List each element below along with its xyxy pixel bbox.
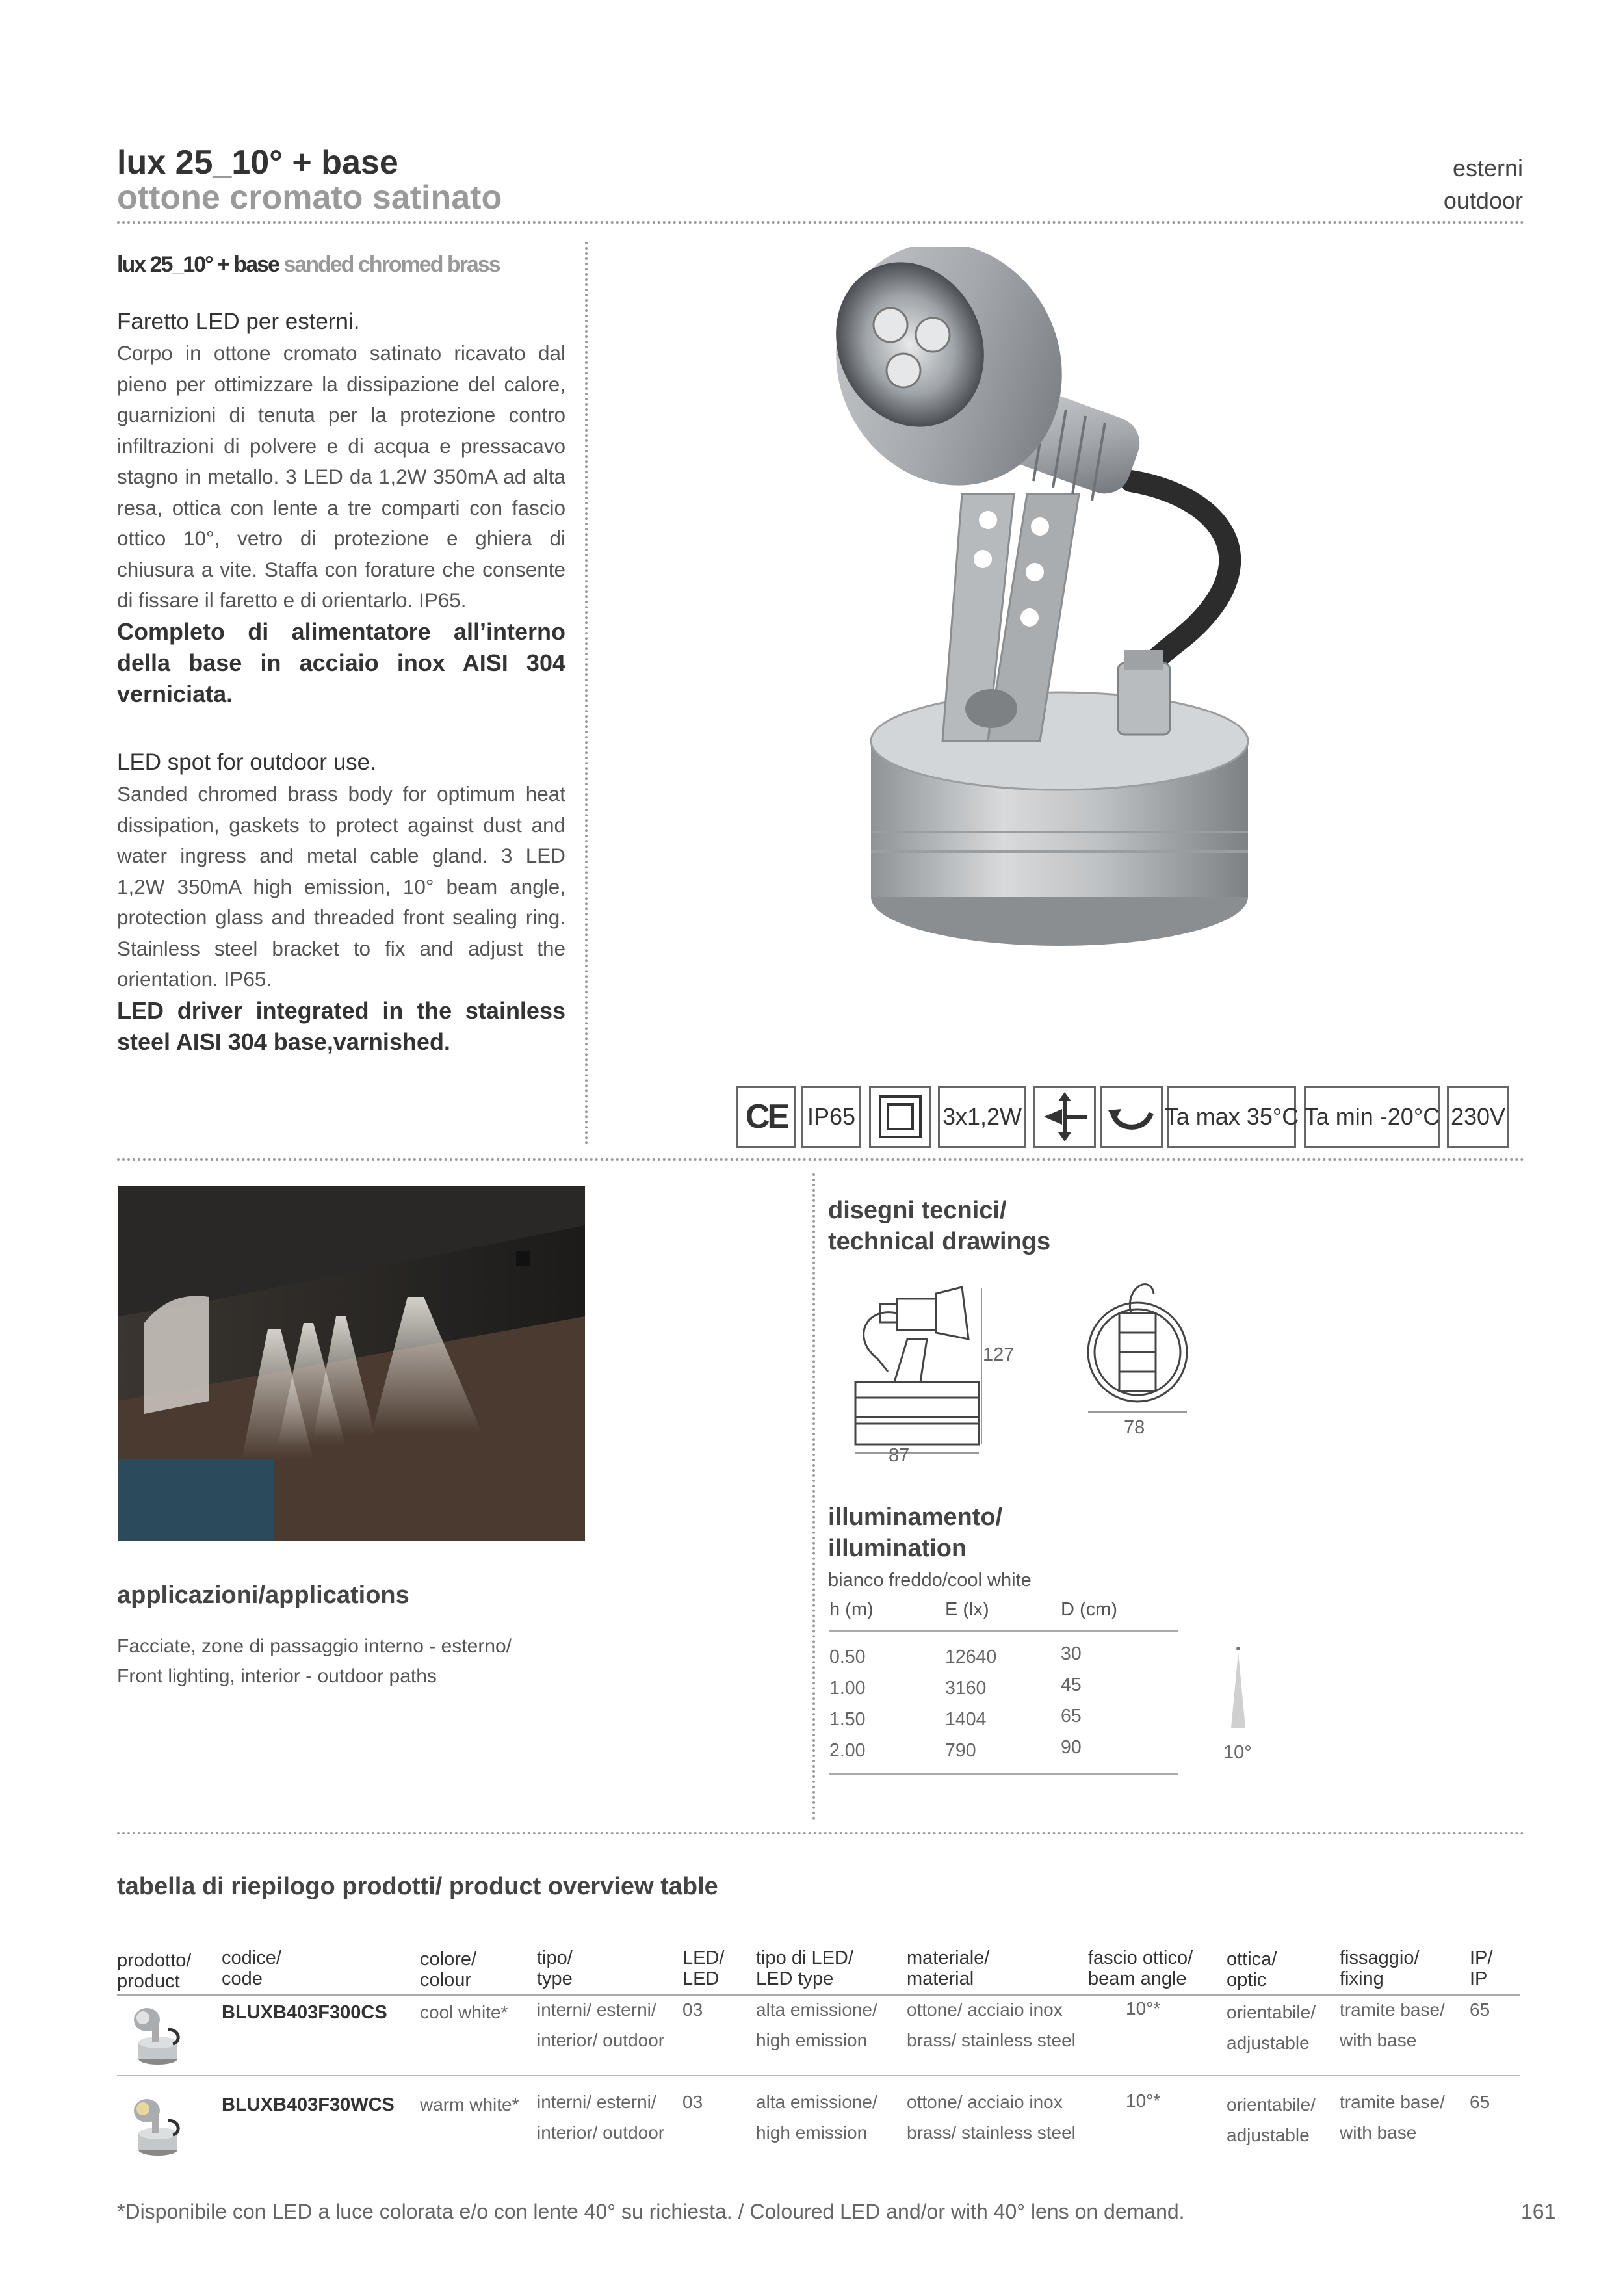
illum-e-1: 12640 — [945, 1647, 997, 1667]
footer-note: *Disponibile con LED a luce colorata e/o con lente 40° su richiesta. / Coloured LED and/or with 40° lens on demand. — [117, 2200, 1185, 2223]
row2-beam: 10°* — [1126, 2091, 1161, 2111]
beam-cone-icon — [1222, 1645, 1254, 1729]
ta-max-badge: Ta max 35°C — [1167, 1086, 1296, 1148]
rotation-arrow-icon — [1100, 1086, 1163, 1148]
double-square-icon — [869, 1086, 931, 1148]
applications-title: applicazioni/applications — [117, 1582, 409, 1609]
description-en — [117, 746, 565, 1058]
row2-ip: 65 — [1470, 2092, 1490, 2112]
illum-e-3: 1404 — [945, 1709, 987, 1730]
application-photo — [118, 1186, 585, 1541]
product-name: lux 25_10° + base sanded chromed brass — [117, 252, 500, 277]
product-thumbnail — [122, 2003, 187, 2068]
description-en-bold: LED driver integrated in the stainless steel AISI 304 base,varnished. — [117, 997, 565, 1055]
row2-type: interni/ esterni/ interior/ outdoor — [537, 2092, 665, 2143]
illum-h-2: 1.00 — [829, 1678, 866, 1699]
description-en-body: Sanded chromed brass body for optimum heat dissipation, gaskets to protect against dust and water ingress and metal cable gland. 3 LED 1,2W 350mA high emission, 10° beam angle, protection glass and threaded front sealing ring. Stainless steel bracket to fix and adjust the orientation. IP65. — [117, 782, 565, 991]
col-optic: ottica/ optic — [1227, 1949, 1277, 1990]
illumination-title: illuminamento/ illumination — [828, 1504, 1003, 1562]
description-it — [117, 306, 565, 710]
illum-d-4: 90 — [1061, 1737, 1082, 1758]
technical-title: disegni tecnici/ technical drawings — [828, 1197, 1051, 1255]
col-material: materiale/ material — [907, 1948, 990, 1989]
product-thumbnail — [122, 2094, 187, 2159]
row2-led: 03 — [682, 2092, 703, 2112]
col-fixing: fissaggio/ fixing — [1340, 1948, 1420, 1989]
page-title: lux 25_10° + base — [117, 144, 398, 181]
illum-header-line — [829, 1630, 1178, 1632]
description-it-bold: Completo di alimentatore all’interno della base in acciaio inox AISI 304 verniciata. — [117, 618, 565, 707]
section-divider — [117, 1158, 1525, 1161]
illum-header-h: h (m) — [829, 1599, 874, 1620]
voltage-badge: 230V — [1447, 1086, 1509, 1148]
table-divider — [117, 1832, 1525, 1834]
row1-material: ottone/ acciaio inox brass/ stainless steel — [907, 2000, 1076, 2050]
page-subtitle: ottone cromato satinato — [117, 179, 502, 216]
overview-title: tabella di riepilogo prodotti/ product overview table — [117, 1873, 718, 1900]
row2-colour: warm white* — [420, 2094, 519, 2115]
row1-colour: cool white* — [420, 2002, 508, 2022]
row1-beam: 10°* — [1126, 1998, 1161, 2018]
col-product: prodotto/ product — [117, 1950, 192, 1992]
header-divider — [117, 221, 1525, 224]
ta-min-badge: Ta min -20°C — [1304, 1086, 1440, 1148]
row1-code: BLUXB403F300CS — [222, 2002, 387, 2023]
technical-drawing — [825, 1268, 1228, 1489]
category-it: esterni — [1452, 155, 1523, 181]
row2-material: ottone/ acciaio inox brass/ stainless steel — [907, 2092, 1076, 2143]
beam-angle-label: 10° — [1223, 1742, 1252, 1763]
applications-text: Facciate, zone di passaggio interno - esterno/ Front lighting, interior - outdoor paths — [117, 1636, 512, 1687]
row1-type: interni/ esterni/ interior/ outdoor — [537, 2000, 665, 2050]
col-colour: colore/ colour — [420, 1949, 477, 1990]
row2-code: BLUXB403F30WCS — [222, 2094, 395, 2115]
illum-h-3: 1.50 — [829, 1709, 866, 1730]
row1-led: 03 — [682, 2000, 703, 2020]
col-code: codice/ code — [222, 1948, 281, 1989]
adjustable-arrows-icon — [1033, 1086, 1096, 1148]
description-it-body: Corpo in ottone cromato satinato ricavato dal pieno per ottimizzare la dissipazione del calore, guarnizioni di tenuta per la protezione contro infiltrazioni di polvere e di acqua e pressacavo stagno in metallo. 3 LED da 1,2W 350mA ad alta resa, ottica con lente a tre comparti con fascio ottico 10°, vetro di protezione e ghiera di chiusura a vite. Staffa con forature che consente di fissare il faretto e di orientarlo. IP65. — [117, 341, 565, 612]
ip-rating-badge: IP65 — [801, 1086, 861, 1148]
row2-fixing: tramite base/ with base — [1340, 2092, 1445, 2143]
illum-d-3: 65 — [1061, 1706, 1082, 1727]
illum-h-4: 2.00 — [829, 1740, 866, 1761]
description-it-heading: Faretto LED per esterni. — [117, 309, 360, 334]
row1-led-type: alta emissione/ high emission — [756, 2000, 877, 2050]
illum-d-1: 30 — [1061, 1643, 1082, 1664]
ce-mark-icon: CE — [736, 1086, 796, 1148]
row1-optic: orientabile/ adjustable — [1227, 2002, 1316, 2053]
col-led: LED/ LED — [682, 1948, 725, 1989]
power-badge: 3x1,2W — [938, 1086, 1026, 1148]
illum-header-e: E (lx) — [945, 1599, 989, 1620]
illum-e-2: 3160 — [945, 1678, 987, 1699]
description-en-heading: LED spot for outdoor use. — [117, 750, 376, 775]
dimension-height: 127 — [983, 1344, 1015, 1365]
dimension-width: 87 — [889, 1445, 910, 1466]
column-divider — [585, 242, 588, 1145]
page-number: 161 — [1521, 2200, 1556, 2223]
illum-h-1: 0.50 — [829, 1647, 866, 1667]
row1-ip: 65 — [1470, 2000, 1490, 2020]
product-photo — [793, 247, 1287, 1040]
row2-led-type: alta emissione/ high emission — [756, 2092, 877, 2143]
illum-footer-line — [829, 1773, 1178, 1775]
illum-header-d: D (cm) — [1061, 1599, 1117, 1620]
col-led-type: tipo di LED/ LED type — [756, 1948, 853, 1989]
col-ip: IP/ IP — [1470, 1948, 1493, 1989]
illumination-subtitle: bianco freddo/cool white — [828, 1570, 1032, 1591]
illum-d-2: 45 — [1061, 1675, 1082, 1695]
table-row-line — [117, 2075, 1520, 2076]
dimension-diameter: 78 — [1124, 1417, 1145, 1438]
illum-e-4: 790 — [945, 1740, 976, 1761]
col-type: tipo/ type — [537, 1948, 573, 1989]
row1-fixing: tramite base/ with base — [1340, 2000, 1445, 2050]
row2-optic: orientabile/ adjustable — [1227, 2094, 1316, 2145]
column-divider-lower — [812, 1173, 815, 1820]
category-en: outdoor — [1443, 187, 1523, 214]
col-beam: fascio ottico/ beam angle — [1088, 1948, 1193, 1989]
